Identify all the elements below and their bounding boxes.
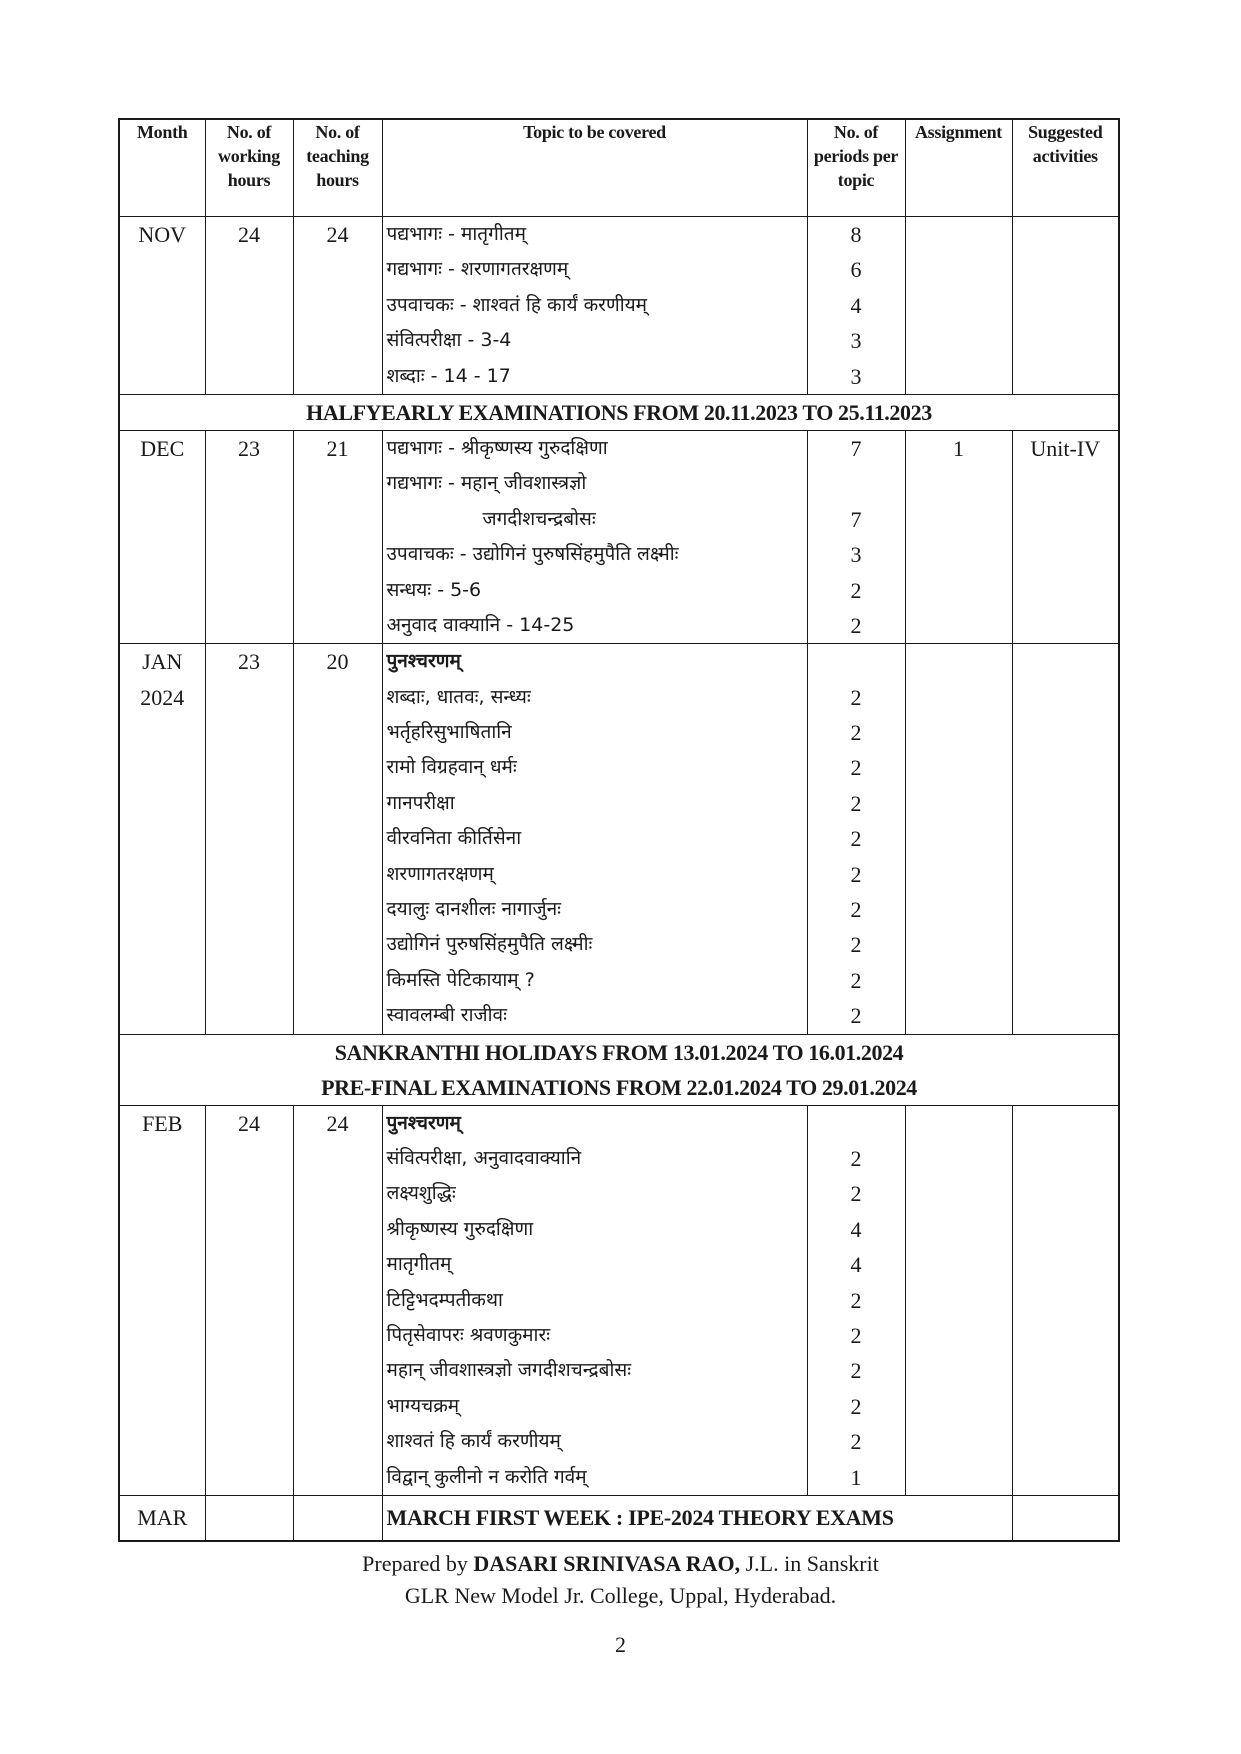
revision-heading: पुनश्चरणम् [386,1111,461,1134]
topic-item: अनुवाद वाक्यानि - 14-25 [386,613,575,636]
topic-item: वीरवनिता कीर्तिसेना [386,827,522,850]
header-working-hours: No. of working hours [205,119,293,217]
topic-item: उद्योगिनं पुरुषसिंहमुपैति लक्ष्मीः [386,933,593,956]
banner-text: HALFYEARLY EXAMINATIONS FROM 20.11.2023 TO 25.11.2023 [119,394,1119,430]
topic-item: संवित्परीक्षा, अनुवादवाक्यानि [386,1146,582,1169]
header-month: Month [119,119,205,217]
header-row [119,119,1119,217]
header-teaching-hours: No. of teaching hours [293,119,382,217]
topic-item: भाग्यचक्रम् [386,1394,460,1417]
banner-prefinal: PRE-FINAL EXAMINATIONS FROM 22.01.2024 TO 29.01.2024 [321,1074,917,1100]
period-value: 2 [850,684,862,710]
activities-mar [1012,1495,1119,1541]
topic-item: टिट्टिभदम्पतीकथा [386,1288,503,1311]
period-value: 3 [850,328,862,354]
topic-item: महान् जीवशास्त्रज्ञो जगदीशचन्द्रबोसः [386,1359,632,1382]
period-value: 2 [850,790,862,816]
month-dec: DEC [119,430,205,643]
topic-item: शाश्वतं हि कार्यं करणीयम् [386,1430,561,1453]
period-value: 2 [850,1322,862,1348]
working-hours-dec: 23 [205,430,293,643]
month-nov: NOV [119,217,205,395]
period-value: 2 [850,577,862,603]
header-assignment: Assignment [905,119,1012,217]
period-value: 4 [850,1252,862,1278]
month-jan [119,644,205,1034]
period-value: 2 [850,861,862,887]
period-value: 8 [850,222,862,247]
topic-item: जगदीशचन्द्रबोसः [482,507,596,530]
topic-item: किमस्ति पेटिकायाम् ? [386,968,535,991]
topic-item: विद्वान् कुलीनो न करोति गर्वम् [386,1465,587,1488]
topics-jan [382,644,807,1034]
banner-sankranthi: SANKRANTHI HOLIDAYS FROM 13.01.2024 TO 16.01.2024 [334,1039,904,1065]
period-value: 7 [850,435,862,461]
period-value: 2 [850,1358,862,1384]
periods-feb [807,1105,905,1495]
table-row-jan [119,644,1119,1034]
working-hours-jan: 23 [205,644,293,1034]
page-number: 2 [615,1632,626,1657]
period-value: 2 [850,1393,862,1419]
lesson-plan-table [118,118,1120,1542]
banner-halfyearly [119,394,1119,430]
period-value: 2 [850,1287,862,1313]
topic-item: गद्यभागः - महान् जीवशास्त्रज्ञो [386,472,587,495]
period-value [812,466,901,501]
period-value: 3 [850,363,862,389]
period-value: 2 [850,897,862,923]
teaching-hours-dec: 21 [293,430,382,643]
period-value: 2 [850,1429,862,1455]
assignment-feb [905,1105,1012,1495]
month-label: JAN [142,649,183,675]
topic-item: संवित्परीक्षा - 3-4 [386,329,512,352]
topic-item: श्रीकृष्णस्य गुरुदक्षिणा [386,1217,534,1240]
period-value: 6 [850,257,862,283]
table-row-mar [119,1495,1119,1541]
topic-item: लक्ष्यशुद्धिः [386,1182,456,1205]
periods-nov [807,217,905,395]
period-value: 2 [850,826,862,852]
activities-dec: Unit-IV [1012,430,1119,643]
periods-dec [807,430,905,643]
table-row-nov [119,217,1119,395]
topic-item: सन्धयः - 5-6 [386,578,482,601]
author-name: DASARI SRINIVASA RAO, [473,1551,741,1576]
topic-item: शरणागतरक्षणम् [386,862,494,885]
period-value: 1 [850,1464,862,1490]
lesson-plan-sheet [118,118,1118,1542]
period-value: 2 [850,1181,862,1207]
topic-item: उपवाचकः - उद्योगिनं पुरुषसिंहमुपैति लक्ष्मीः [386,543,679,566]
activities-jan [1012,644,1119,1034]
period-value: 2 [850,967,862,993]
working-hours-feb: 24 [205,1105,293,1495]
topic-item: भर्तृहरिसुभाषितानि [386,721,512,744]
revision-heading: पुनश्चरणम् [386,650,461,673]
period-value: 2 [850,1003,862,1029]
working-hours-mar [205,1495,293,1541]
footer-credit [0,1548,1241,1580]
assignment-nov [905,217,1012,395]
topic-item: मातृगीतम् [386,1253,452,1276]
prepared-by-label: Prepared by [362,1551,468,1576]
teaching-hours-feb: 24 [293,1105,382,1495]
period-value: 4 [850,1216,862,1242]
period-value: 2 [850,1145,862,1171]
topic-item: पितृसेवापरः श्रवणकुमारः [386,1323,551,1346]
author-designation: J.L. in Sanskrit [745,1551,879,1576]
assignment-jan [905,644,1012,1034]
period-value: 3 [850,542,862,568]
footer-college: GLR New Model Jr. College, Uppal, Hyderabad. [404,1583,837,1608]
banner-text [119,1034,1119,1105]
month-feb: FEB [119,1105,205,1495]
activities-feb [1012,1105,1119,1495]
topics-nov [382,217,807,395]
period-value: 2 [850,755,862,781]
assignment-dec: 1 [905,430,1012,643]
topics-dec [382,430,807,643]
banner-holidays-exams [119,1034,1119,1105]
header-activities: Suggested activities [1012,119,1119,217]
topic-item: शब्दाः, धातवः, सन्ध्यः [386,685,531,708]
period-value: 4 [850,292,862,318]
teaching-hours-nov: 24 [293,217,382,395]
period-value: 2 [850,612,862,638]
topic-item: गद्यभागः - शरणागतरक्षणम् [386,258,569,281]
teaching-hours-jan: 20 [293,644,382,1034]
topic-item: दयालुः दानशीलः नागार्जुनः [386,898,562,921]
period-value: 2 [850,720,862,746]
table-row-dec [119,430,1119,643]
topics-feb [382,1105,807,1495]
topic-item: शब्दाः - 14 - 17 [386,364,511,387]
topic-item: रामो विग्रहवान् धर्मः [386,756,517,779]
month-year: 2024 [140,684,185,710]
topic-item: गानपरीक्षा [386,791,455,814]
header-periods: No. of periods per topic [807,119,905,217]
mar-note: MARCH FIRST WEEK : IPE-2024 THEORY EXAMS [382,1495,1012,1541]
topic-item: स्वावलम्बी राजीवः [386,1004,507,1027]
periods-jan [807,644,905,1034]
period-value: 2 [850,932,862,958]
month-mar: MAR [119,1495,205,1541]
activities-nov [1012,217,1119,395]
topic-item: पद्यभागः - मातृगीतम् [386,223,526,245]
topic-item: उपवाचकः - शाश्वतं हि कार्यं करणीयम् [386,293,647,316]
working-hours-nov: 24 [205,217,293,395]
period-value: 7 [850,506,862,532]
table-row-feb [119,1105,1119,1495]
teaching-hours-mar [293,1495,382,1541]
topic-item: पद्यभागः - श्रीकृष्णस्य गुरुदक्षिणा [386,436,608,459]
header-topic: Topic to be covered [382,119,807,217]
